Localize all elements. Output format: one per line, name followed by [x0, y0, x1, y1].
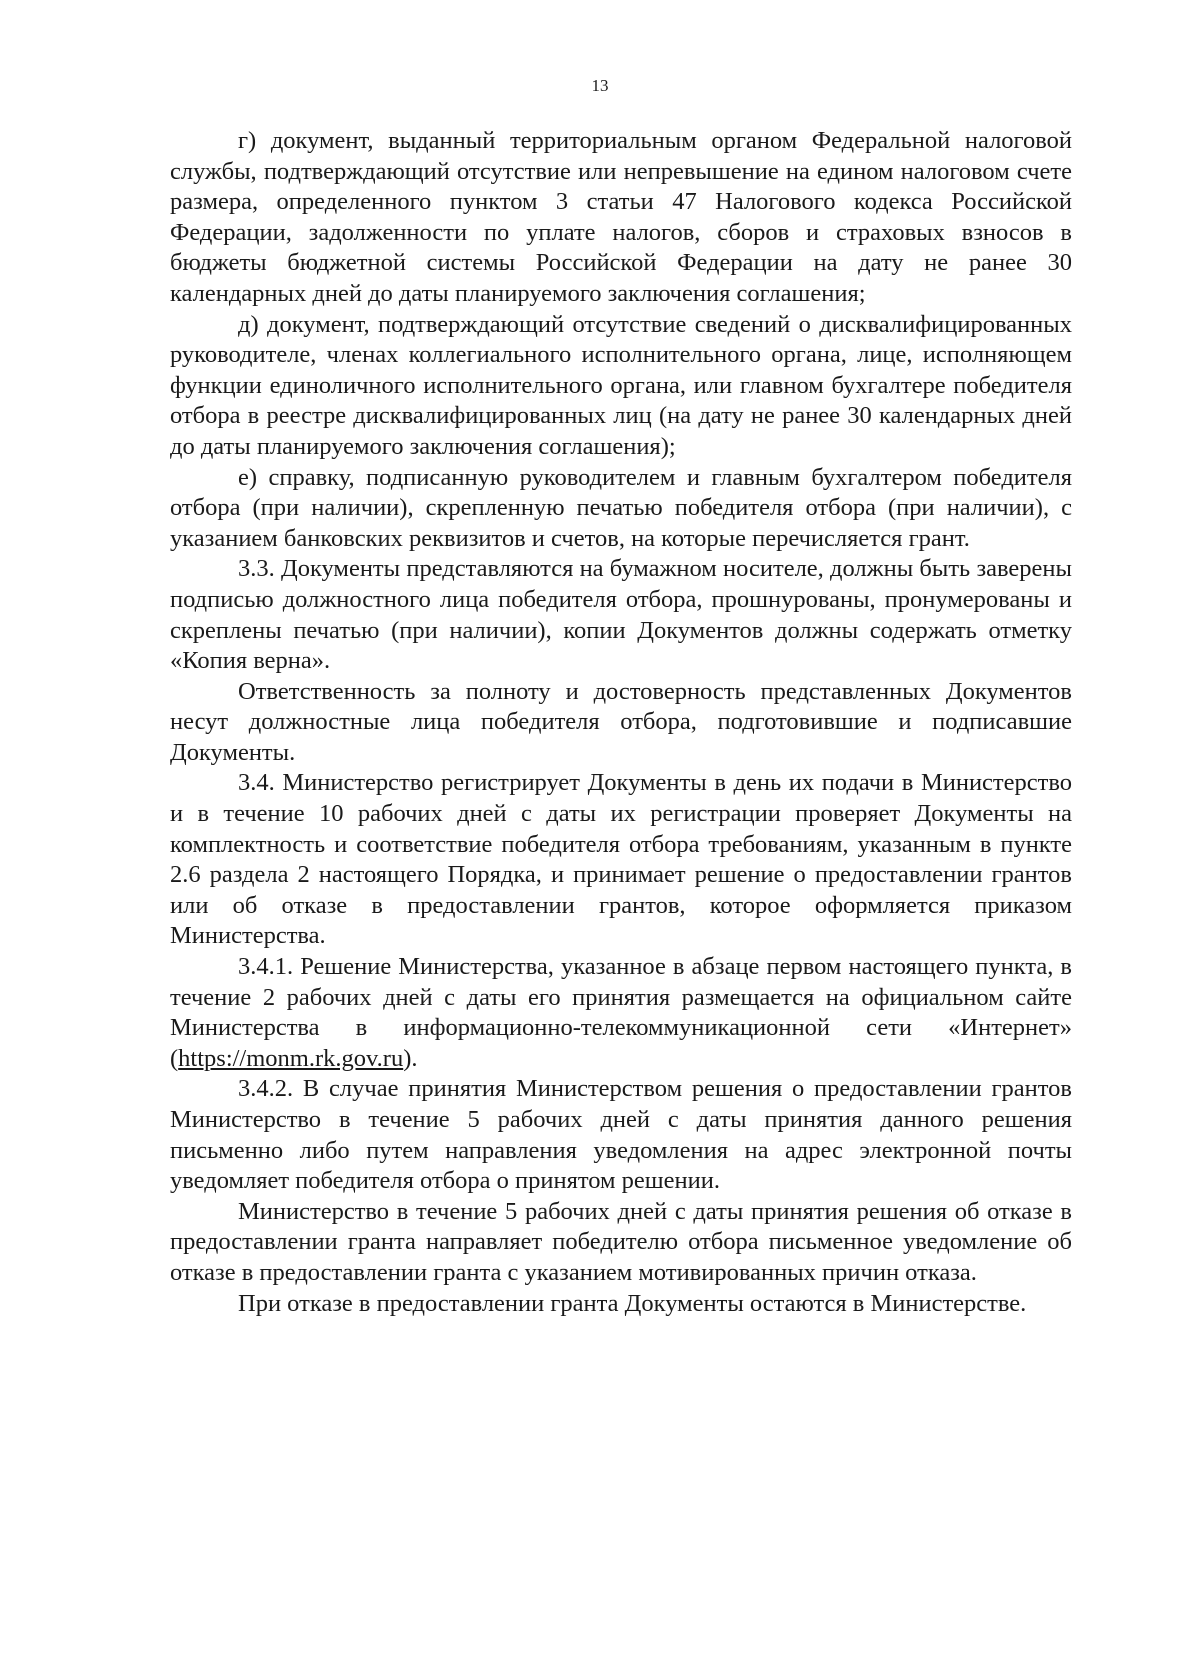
paragraph-responsibility: Ответственность за полноту и достоверность представленных Документов несут должностные лица победителя отбора, подготовившие и подписавшие Документы. — [170, 677, 1072, 766]
paragraph-3-4-2: 3.4.2. В случае принятия Министерством решения о предоставлении грантов Министерство в течение 5 рабочих дней с даты принятия данного решения письменно либо путем направления уведомления на адрес электронной почты уведомляет победителя отбора о принятом решении. — [170, 1075, 1072, 1195]
paragraph-3-4: 3.4. Министерство регистрирует Документы в день их подачи в Министерство и в течение 10 рабочих дней с даты их регистрации проверяет Документы на комплектность и соответствие победителя отбора требованиям, указанным в пункте 2.6 раздела 2 настоящего Порядка, и принимает решение о предоставлении грантов или об отказе в предоставлении грантов, которое оформляется приказом Министерства. — [170, 769, 1072, 950]
paragraph-3-4-1 — [170, 952, 1072, 1074]
paragraph-documents-remain: При отказе в предоставлении гранта Документы остаются в Министерстве. — [238, 1289, 1027, 1317]
paragraph-e: е) справку, подписанную руководителем и главным бухгалтером победителя отбора (при наличии), скрепленную печатью победителя отбора (при наличии), с указанием банковских реквизитов и счетов, на которые перечисляется грант. — [170, 463, 1072, 552]
paragraph-g: г) документ, выданный территориальным органом Федеральной налоговой службы, подтверждающий отсутствие или непревышение на едином налоговом счете размера, определенного пунктом 3 статьи 47 Налогового кодекса Российской Федерации, задолженности по уплате налогов, сборов и страховых взносов в бюджеты бюджетной системы Российской Федерации на дату не ранее 30 календарных дней до даты планируемого заключения соглашения; — [170, 127, 1072, 307]
page-number: 13 — [591, 76, 609, 95]
paragraph-refusal-notice: Министерство в течение 5 рабочих дней с даты принятия решения об отказе в предоставлении гранта направляет победителю отбора письменное уведомление об отказе в предоставлении гранта с указанием мотивированных причин отказа. — [170, 1197, 1072, 1286]
paragraph-3-3: 3.3. Документы представляются на бумажном носителе, должны быть заверены подписью должностного лица победителя отбора, прошнурованы, пронумерованы и скреплены печатью (при наличии), копии Документов должны содержать отметку «Копия верна». — [170, 555, 1072, 675]
paragraph-3-4-1-text: 3.4.1. Решение Министерства, указанное в абзаце первом настоящего пункта, в течение 2 рабочих дней с даты его принятия размещается на официальном сайте Министерства в информационно-телекоммуникационной сети «Интернет» ( — [170, 953, 1072, 1072]
paragraph-3-4-1-end: ). — [403, 1044, 418, 1072]
paragraph-d: д) документ, подтверждающий отсутствие сведений о дисквалифицированных руководителе, членах коллегиального исполнительного органа, лице, исполняющем функции единоличного исполнительного органа, или главном бухгалтере победителя отбора в реестре дисквалифицированных лиц (на дату не ранее 30 календарных дней до даты планируемого заключения соглашения); — [170, 310, 1072, 460]
ministry-website-link[interactable]: https://monm.rk.gov.ru — [178, 1044, 404, 1072]
document-body — [170, 126, 1072, 1319]
